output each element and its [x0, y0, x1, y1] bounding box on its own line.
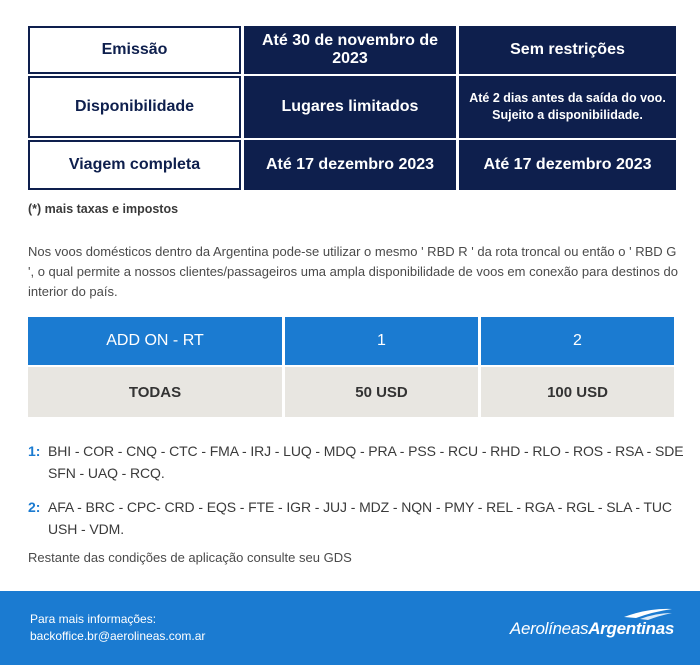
footnote: (*) mais taxas e impostos	[28, 202, 179, 216]
destinations-list-2	[28, 496, 688, 540]
emissao-value-1: Até 30 de novembro de 2023	[244, 26, 456, 74]
destinations-list-1	[28, 440, 688, 484]
emissao-label: Emissão	[28, 26, 241, 74]
destination-codes: AFA - BRC - CPC- CRD - EQS - FTE - IGR - JUJ - MDZ - NQN - PMY - REL - RGA - RGL - SLA - TUC USH - VDM.	[48, 499, 672, 537]
viagem-value-1: Até 17 dezembro 2023	[244, 140, 456, 190]
domestic-flights-paragraph: Nos voos domésticos dentro da Argentina pode-se utilizar o mesmo ' RBD R ' da rota troncal ou então o ' RBD G ', o qual permite a nossos clientes/passageiros uma ampla disponibilidade de voos em conexão para destinos do interior do país.	[28, 244, 678, 299]
viagem-label: Viagem completa	[28, 140, 241, 190]
destination-group-number: 1:	[28, 443, 41, 459]
emissao-value-2: Sem restrições	[459, 26, 676, 74]
gds-note: Restante das condições de aplicação consulte seu GDS	[28, 550, 352, 565]
logo-word-2: Argentinas	[588, 619, 674, 638]
disponibilidade-value-1: Lugares limitados	[244, 76, 456, 138]
contact-label: Para mais informações:	[30, 612, 157, 626]
disponibilidade-label: Disponibilidade	[28, 76, 241, 138]
aerolineas-logo	[510, 619, 674, 639]
addon-header-1: 1	[285, 317, 478, 365]
addon-price-1: 50 USD	[285, 367, 478, 417]
disponibilidade-value-2: Até 2 dias antes da saída do voo. Sujeito a disponibilidade.	[459, 76, 676, 138]
addon-row-todas: TODAS	[28, 367, 282, 417]
destination-group-number: 2:	[28, 499, 41, 515]
destination-codes: BHI - COR - CNQ - CTC - FMA - IRJ - LUQ - MDQ - PRA - PSS - RCU - RHD - RLO - ROS - RSA - SDE SFN - UAQ - RCQ.	[48, 443, 684, 481]
contact-email[interactable]: backoffice.br@aerolineas.com.ar	[30, 629, 206, 643]
footer	[0, 591, 700, 665]
contact-info	[30, 611, 205, 645]
viagem-value-2: Até 17 dezembro 2023	[459, 140, 676, 190]
addon-header-route: ADD ON - RT	[28, 317, 282, 365]
addon-header-2: 2	[481, 317, 674, 365]
addon-price-2: 100 USD	[481, 367, 674, 417]
logo-word-1: Aerolíneas	[509, 619, 589, 638]
